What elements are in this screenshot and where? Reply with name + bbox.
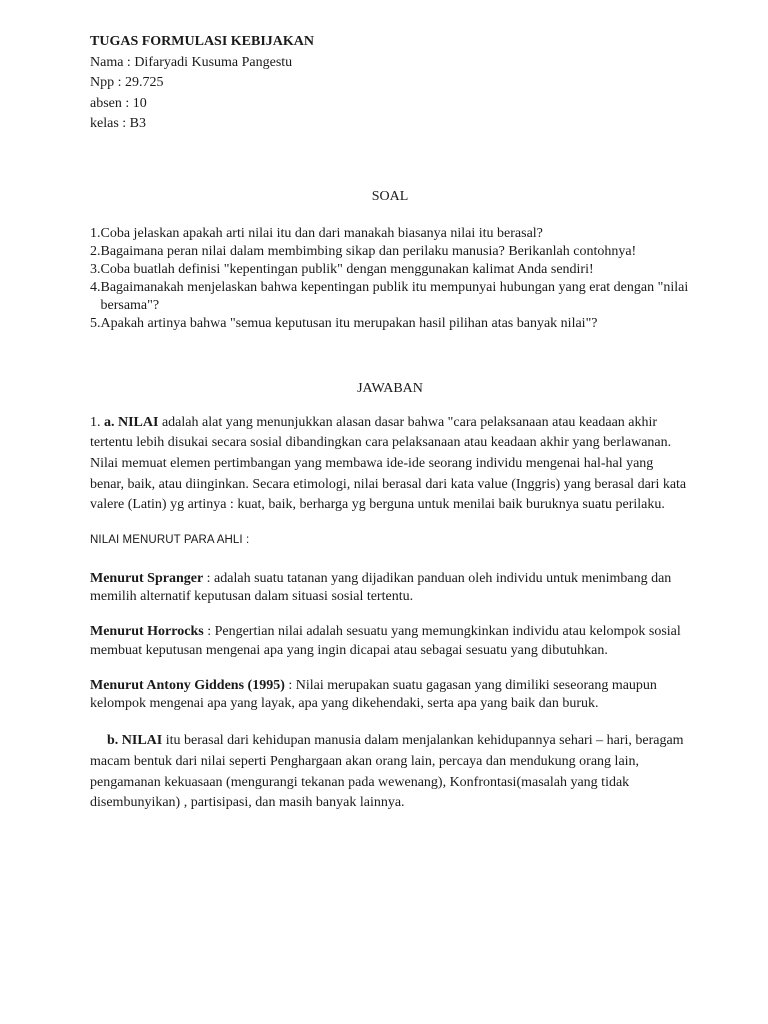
question-number: 3. — [90, 261, 101, 277]
question-list — [90, 225, 690, 333]
expert-name: Menurut Spranger — [90, 571, 204, 587]
question-text: Coba buatlah definisi "kepentingan publik" dengan menggunakan kalimat Anda sendiri! — [100, 261, 594, 277]
document-header — [90, 32, 690, 135]
question-number: 5. — [90, 315, 101, 331]
expert-name: Menurut Horrocks — [90, 624, 204, 640]
question-text: Bagaimanakah menjelaskan bahwa kepentingan publik itu mempunyai hubungan yang erat dengan "nilai bersama"? — [100, 279, 689, 313]
question-item — [90, 243, 690, 261]
expert-text: : Nilai merupakan suatu gagasan yang dimiliki seseorang maupun kelompok mengenai apa yang layak, apa yang dikehendaki, serta apa yang baik dan buruk. — [90, 677, 657, 712]
jawaban-heading: JAWABAN — [357, 380, 423, 396]
question-number: 2. — [90, 243, 101, 259]
answer-1b-term: b. NILAI — [107, 733, 163, 749]
question-text: Apakah artinya bahwa "semua keputusan itu merupakan hasil pilihan atas banyak nilai"? — [100, 315, 598, 331]
expert-definition — [90, 623, 690, 659]
question-item — [90, 279, 690, 315]
question-item — [90, 261, 690, 279]
experts-heading: NILAI MENURUT PARA AHLI : — [90, 534, 250, 547]
document-page — [90, 32, 690, 814]
expert-definition — [90, 570, 690, 606]
expert-definition — [90, 677, 690, 713]
answer-1b-paragraph — [90, 731, 690, 814]
student-kelas: kelas : B3 — [90, 116, 146, 131]
answer-1a-paragraph — [90, 413, 690, 517]
expert-text: : Pengertian nilai adalah sesuatu yang memungkinkan individu atau kelompok sosial membuat keputusan mengenai apa yang ingin dicapai atau sebagai sesuatu yang dibutuhkan. — [90, 624, 681, 658]
soal-heading: SOAL — [371, 188, 409, 204]
question-text: Coba jelaskan apakah arti nilai itu dan dari manakah biasanya nilai itu berasal? — [100, 225, 543, 241]
student-name: Nama : Difaryadi Kusuma Pangestu — [90, 54, 293, 70]
question-number: 1. — [90, 225, 101, 241]
student-npp: Npp : 29.725 — [90, 75, 164, 90]
question-number: 4. — [90, 279, 101, 295]
question-item — [90, 225, 690, 243]
answer-1a-text: adalah alat yang menunjukkan alasan dasar bahwa "cara pelaksanaan atau keadaan akhir tertentu lebih disukai secara sosial dibandingkan cara pelaksanaan atau keadaan akhir yang berlawanan. Nilai memuat elemen pertimbangan yang membawa ide-ide seorang individu mengenai hal-hal yang benar, baik, atau diinginkan. Secara etimologi, nilai berasal dari kata value (Inggris) yang berasal dari kata valere (Latin) yg artinya : kuat, baik, berharga yg berguna untuk menilai baik buruknya suatu perilaku. — [90, 414, 687, 513]
expert-text: : adalah suatu tatanan yang dijadikan panduan oleh individu untuk menimbang dan memilih alternatif keputusan dalam situasi sosial tertentu. — [90, 571, 672, 605]
answer-number: 1. — [90, 414, 104, 430]
answer-1a-term: a. NILAI — [104, 414, 159, 430]
student-absen: absen : 10 — [90, 95, 147, 111]
expert-name: Menurut Antony Giddens (1995) — [90, 677, 285, 693]
question-text: Bagaimana peran nilai dalam membimbing sikap dan perilaku manusia? Berikanlah contohnya! — [100, 243, 637, 259]
question-item — [90, 315, 690, 333]
assignment-title: TUGAS FORMULASI KEBIJAKAN — [90, 34, 315, 49]
answer-1b-text: itu berasal dari kehidupan manusia dalam menjalankan kehidupannya sehari – hari, beragam macam bentuk dari nilai seperti Penghargaan akan orang lain, percaya dan mendukung orang lain, pengamanan kekuasaan (mengurangi tekanan pada wewenang), Konfrontasi(masalah yang tidak disembunyikan) , partisipasi, dan masih banyak lainnya. — [90, 733, 684, 811]
